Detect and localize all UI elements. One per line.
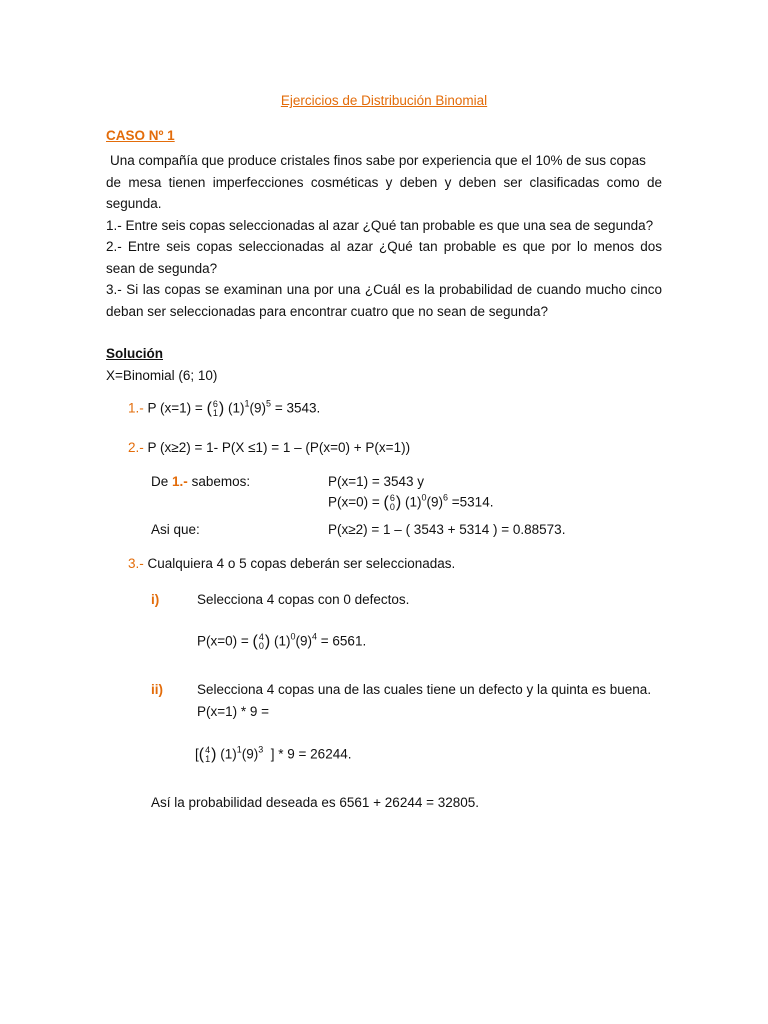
exponent: 1 [244, 398, 250, 409]
final-conclusion: Así la probabilidad deseada es 6561 + 26244 = 32805. [151, 795, 480, 810]
case-i-text: Selecciona 4 copas con 0 defectos. [197, 592, 410, 607]
step-number: 2.- [128, 440, 144, 455]
step-number: 3.- [128, 556, 144, 571]
final-probability-step-2: P(x≥2) = 1 – ( 3543 + 5314 ) = 0.88573. [328, 522, 566, 537]
factor: (1) [228, 400, 245, 416]
binomial-coefficient: 4 1 [205, 745, 211, 764]
statement-line: Una compañía que produce cristales finos sabe por experiencia que el 10% de sus copas [110, 153, 646, 168]
case-heading: CASO Nº 1 [106, 128, 175, 143]
binomial-coefficient: 6 0 [389, 493, 395, 512]
statement-line: de mesa tienen imperfecciones cosméticas y deben y deben ser clasificadas como de [106, 174, 662, 190]
statement-line: segunda. [106, 196, 162, 211]
factor: (9) [249, 400, 267, 416]
asi-que-label: Asi que: [151, 522, 200, 537]
step-number: 1.- [128, 400, 144, 416]
document-title: Ejercicios de Distribución Binomial [280, 93, 488, 108]
step-2 [128, 440, 410, 455]
p-zero-expression: P(x=0) = ( 6 0 ) $(1)^0(9)^6 =5314$. [328, 492, 494, 512]
binomial-coefficient: 6 1 [212, 399, 218, 418]
probability-expression: P (x=1) = [147, 400, 203, 416]
case-i-label: i) [151, 592, 160, 607]
question-line: 3.- Si las copas se examinan una por una ¿Cuál es la probabilidad de cuando mucho cinco [106, 282, 662, 297]
solution-heading: Solución [106, 346, 163, 361]
case-i-expression: P(x=0) = ( 4 0 ) $(1)^0(9)^4 = 6561$. [197, 631, 367, 651]
distribution-definition: X=Binomial (6; 10) [106, 368, 218, 383]
question-line: 1.- Entre seis copas seleccionadas al azar ¿Qué tan probable es que una sea de segunda? [106, 217, 654, 233]
binomial-coefficient: 4 0 [258, 632, 264, 651]
case-statement [106, 150, 662, 322]
known-result: P(x=1) = 3543 y [328, 474, 425, 489]
question-line: sean de segunda? [106, 260, 218, 276]
case-ii-line-2: P(x=1) * 9 = [197, 704, 270, 719]
case-ii-text: Selecciona 4 copas una de las cuales tiene un defecto y la quinta es buena. [197, 682, 652, 697]
step-1: 1.- P (x=1) = ( 6 1 ) $(1)^1(9)^5 = 3543$. [128, 398, 321, 418]
case-ii-expression: [( 4 1 ) $(1)^1(9)^3$ ] * 9 = 26244. [195, 744, 352, 764]
probability-expression: P (x≥2) = 1- P(X ≤1) = 1 – (P(x=0) + P(x=1)) [147, 440, 411, 455]
step-3: 3.- Cualquiera 4 o 5 copas deberán ser seleccionadas. [128, 556, 456, 571]
case-ii-label: ii) [151, 682, 163, 697]
result: = 3543. [274, 400, 321, 416]
de-label: De 1.- sabemos: [151, 474, 251, 489]
question-line: 2.- Entre seis copas seleccionadas al azar ¿Qué tan probable es que por lo menos dos [106, 239, 662, 254]
exponent: 5 [266, 398, 272, 409]
question-line: deban ser seleccionadas para encontrar cuatro que no sean de segunda? [106, 303, 549, 319]
